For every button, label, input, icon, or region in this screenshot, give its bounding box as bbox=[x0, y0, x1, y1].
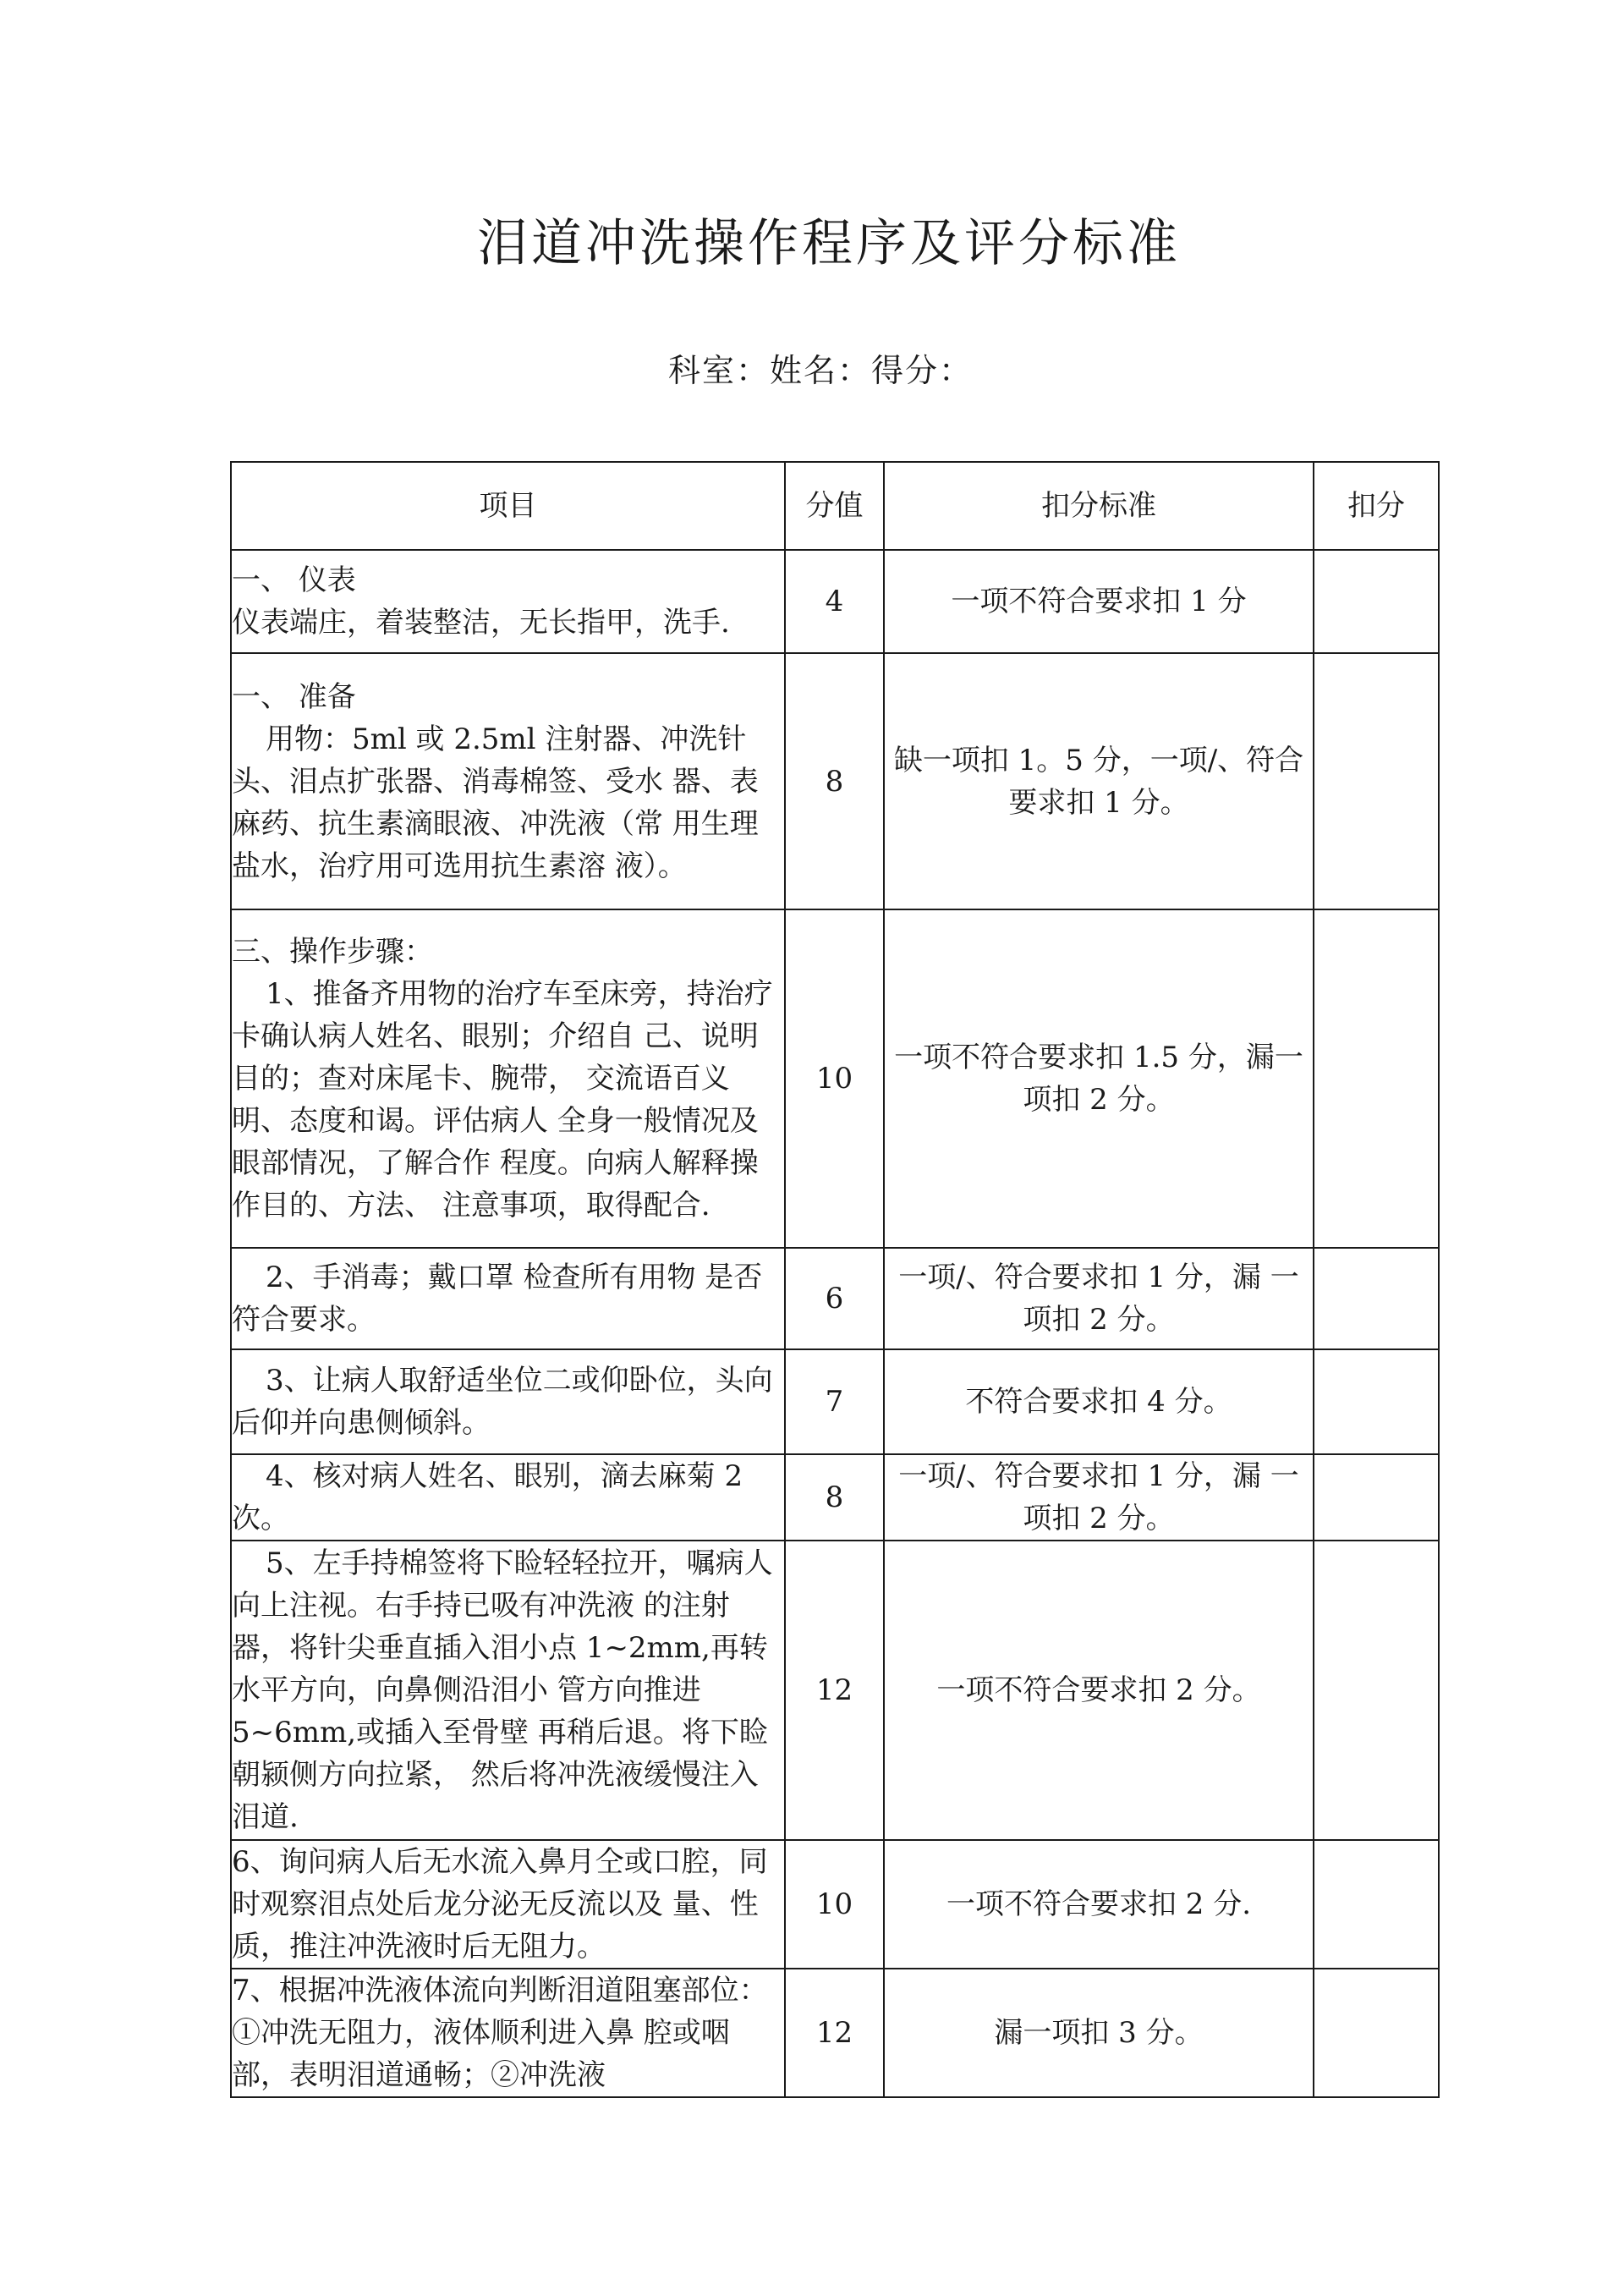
table-row bbox=[231, 1969, 1439, 2097]
header-criteria: 扣分标准 bbox=[884, 462, 1314, 550]
score-cell: 7 bbox=[785, 1349, 884, 1454]
score-cell: 8 bbox=[785, 653, 884, 909]
deduction-cell bbox=[1314, 909, 1439, 1248]
item-cell bbox=[231, 909, 785, 1248]
item-line: 4、核对病人姓名、眼别，滴去麻菊 2 次。 bbox=[232, 1459, 743, 1535]
table-row bbox=[231, 653, 1439, 909]
item-cell bbox=[231, 1248, 785, 1349]
criteria-cell: 不符合要求扣 4 分。 bbox=[884, 1349, 1314, 1454]
page-title: 泪道冲洗操作程序及评分标准 bbox=[477, 214, 1181, 273]
deduction-cell bbox=[1314, 1349, 1439, 1454]
item-cell bbox=[231, 1454, 785, 1541]
table-row bbox=[231, 1541, 1439, 1840]
criteria-cell: 一项不符合要求扣 1.5 分，漏一项扣 2 分。 bbox=[884, 909, 1314, 1248]
criteria-cell: 一项/、符合要求扣 1 分，漏 一项扣 2 分。 bbox=[884, 1454, 1314, 1541]
score-cell: 12 bbox=[785, 1541, 884, 1840]
item-line: 7、根据冲洗液体流向判断泪道阻塞部位：①冲洗无阻力，液体顺利进入鼻 腔或咽部，表明泪道通畅；②冲洗液 bbox=[232, 1974, 768, 2092]
criteria-cell: 一项不符合要求扣 2 分。 bbox=[884, 1541, 1314, 1840]
score-cell: 8 bbox=[785, 1454, 884, 1541]
table-row bbox=[231, 550, 1439, 653]
item-line: 2、手消毒；戴口罩 检查所有用物 是否符合要求。 bbox=[232, 1261, 763, 1337]
score-cell: 6 bbox=[785, 1248, 884, 1349]
score-cell: 10 bbox=[785, 909, 884, 1248]
criteria-cell: 漏一项扣 3 分。 bbox=[884, 1969, 1314, 2097]
item-cell bbox=[231, 1349, 785, 1454]
deduction-cell bbox=[1314, 1454, 1439, 1541]
item-line: 仪表端庄，着装整洁，无长指甲，洗手. bbox=[232, 606, 730, 640]
item-line: 3、让病人取舒适坐位二或仰卧位，头向后仰并向患侧倾斜。 bbox=[232, 1364, 773, 1440]
item-line: 一、 准备 bbox=[232, 679, 356, 714]
deduction-cell bbox=[1314, 1840, 1439, 1969]
item-cell bbox=[231, 653, 785, 909]
item-cell bbox=[231, 1840, 785, 1969]
score-cell: 12 bbox=[785, 1969, 884, 2097]
header-score: 分值 bbox=[785, 462, 884, 550]
criteria-cell: 一项不符合要求扣 1 分 bbox=[884, 550, 1314, 653]
deduction-cell bbox=[1314, 1248, 1439, 1349]
table-row bbox=[231, 1454, 1439, 1541]
criteria-cell: 一项/、符合要求扣 1 分，漏 一项扣 2 分。 bbox=[884, 1248, 1314, 1349]
criteria-cell: 缺一项扣 1。5 分，一项/、符合要求扣 1 分。 bbox=[884, 653, 1314, 909]
header-deduction: 扣分 bbox=[1314, 462, 1439, 550]
table-header-row bbox=[231, 462, 1439, 550]
table-row bbox=[231, 1840, 1439, 1969]
criteria-cell: 一项不符合要求扣 2 分. bbox=[884, 1840, 1314, 1969]
item-line: 三、操作步骤： bbox=[232, 935, 433, 969]
score-cell: 4 bbox=[785, 550, 884, 653]
deduction-cell bbox=[1314, 1541, 1439, 1840]
score-cell: 10 bbox=[785, 1840, 884, 1969]
item-cell bbox=[231, 1969, 785, 2097]
item-line: 一、 仪表 bbox=[232, 563, 356, 597]
deduction-cell bbox=[1314, 550, 1439, 653]
item-line: 5、左手持棉签将下睑轻轻拉开，嘱病人向上注视。右手持已吸有冲洗液 的注射器，将针尖垂直插入泪小点 1~2mm,再转水平方向，向鼻侧沿泪小 管方向推进 5~6mm,或插入至骨壁 再稍后退。将下睑朝颍侧方向拉紧， 然后将冲洗液缓慢注入泪道. bbox=[232, 1546, 773, 1834]
table-row bbox=[231, 909, 1439, 1248]
table-row bbox=[231, 1248, 1439, 1349]
item-line: 用物：5ml 或 2.5ml 注射器、冲洗针头、泪点扩张器、消毒棉签、受水 器、表麻药、抗生素滴眼液、冲洗液（常 用生理盐水，治疗用可选用抗生素溶 液）。 bbox=[232, 722, 759, 883]
item-line: 6、询问病人后无水流入鼻月仝或口腔，同时观察泪点处后龙分泌无反流以及 量、性质，推注冲洗液时后无阻力。 bbox=[232, 1845, 768, 1964]
item-cell bbox=[231, 1541, 785, 1840]
meta-line: 科室：姓名：得分： bbox=[667, 352, 973, 389]
header-item: 项目 bbox=[231, 462, 785, 550]
deduction-cell bbox=[1314, 653, 1439, 909]
item-cell bbox=[231, 550, 785, 653]
item-line: 1、推备齐用物的治疗车至床旁，持治疗卡确认病人姓名、眼别；介绍自 己、说明目的；查对床尾卡、腕带， 交流语百义明、态度和谒。评估病人 全身一般情况及眼部情况，了解合作 程度。向病人解释操作目的、方法、 注意事项，取得配合. bbox=[232, 977, 773, 1222]
score-table bbox=[230, 461, 1440, 2098]
table-row bbox=[231, 1349, 1439, 1454]
deduction-cell bbox=[1314, 1969, 1439, 2097]
